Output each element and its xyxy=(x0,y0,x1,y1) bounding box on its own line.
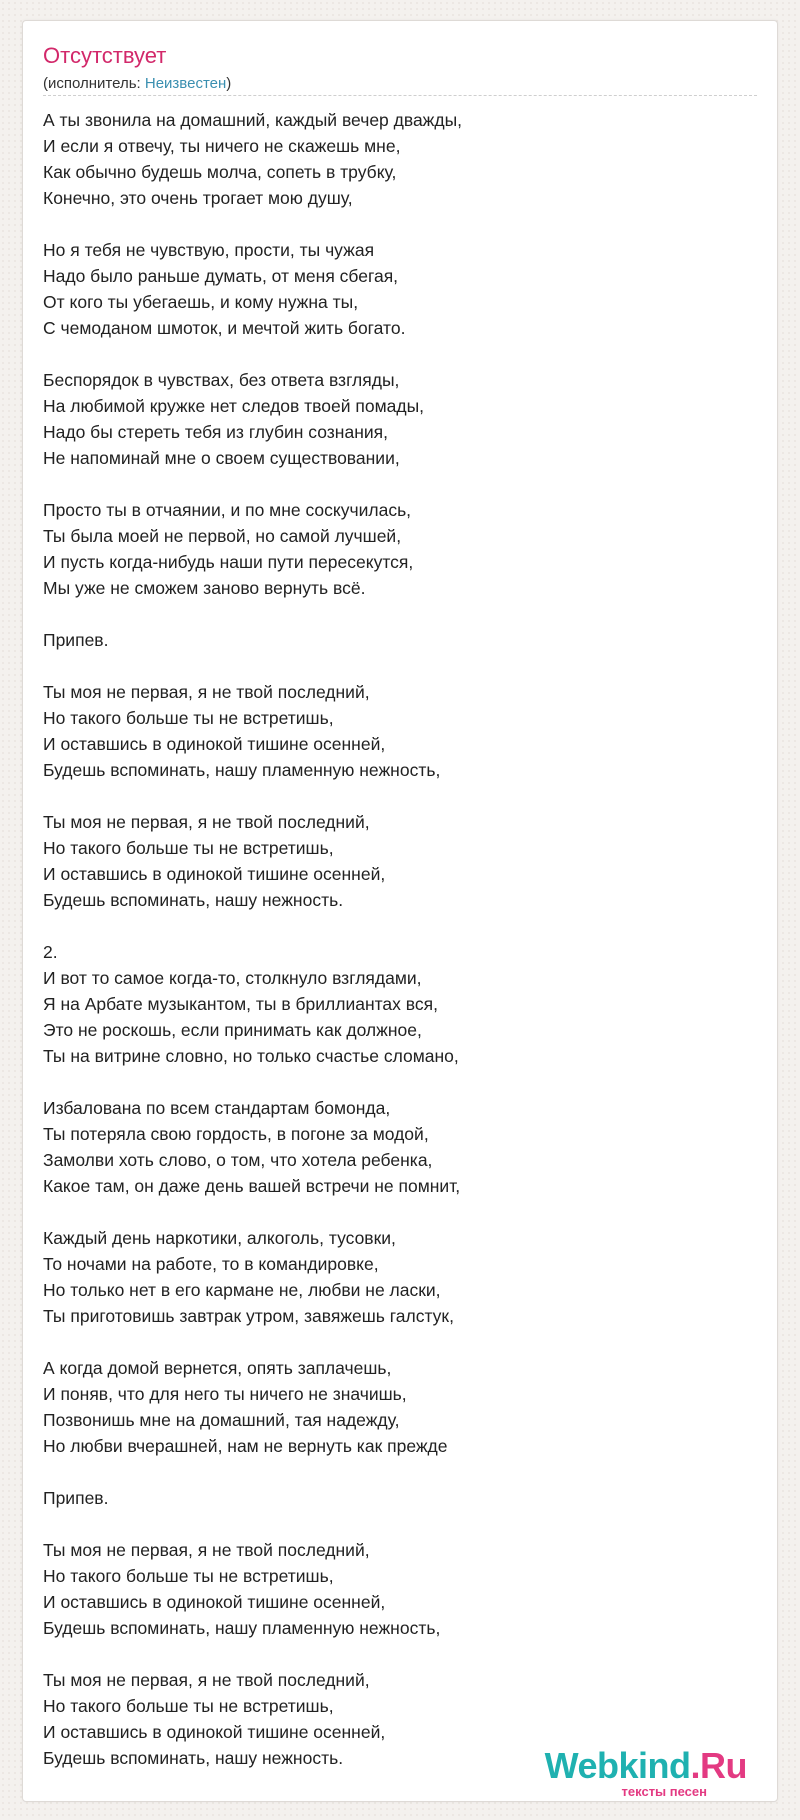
lyric-line: Позвонишь мне на домашний, тая надежду, xyxy=(43,1410,400,1430)
lyric-line: Будешь вспоминать, нашу пламенную нежность, xyxy=(43,760,441,780)
lyric-line: И вот то самое когда-то, столкнуло взглядами, xyxy=(43,968,422,988)
stanza-gap xyxy=(43,653,757,679)
lyric-line: И оставшись в одинокой тишине осенней, xyxy=(43,1592,386,1612)
lyric-line: И оставшись в одинокой тишине осенней, xyxy=(43,1722,386,1742)
lyric-line: Ты была моей не первой, но самой лучшей, xyxy=(43,526,402,546)
lyric-line: Но такого больше ты не встретишь, xyxy=(43,838,334,858)
artist-prefix: (исполнитель: xyxy=(43,75,145,92)
lyric-line: Будешь вспоминать, нашу нежность. xyxy=(43,890,344,910)
lyric-line: Какое там, он даже день вашей встречи не помнит, xyxy=(43,1176,461,1196)
lyric-line: Припев. xyxy=(43,1488,109,1508)
lyric-line: Ты на витрине словно, но только счастье сломано, xyxy=(43,1046,459,1066)
lyric-line: Не напоминай мне о своем существовании, xyxy=(43,448,400,468)
logo-suffix: .Ru xyxy=(690,1745,747,1786)
stanza xyxy=(43,1225,757,1329)
lyric-line: Но такого больше ты не встретишь, xyxy=(43,1696,334,1716)
lyric-line: Я на Арбате музыкантом, ты в бриллиантах вся, xyxy=(43,994,438,1014)
stanza-gap xyxy=(43,341,757,367)
lyric-line: Будешь вспоминать, нашу пламенную нежность, xyxy=(43,1618,441,1638)
lyric-line: И оставшись в одинокой тишине осенней, xyxy=(43,864,386,884)
stanza xyxy=(43,939,757,1069)
stanza-gap xyxy=(43,211,757,237)
lyric-line: Каждый день наркотики, алкоголь, тусовки, xyxy=(43,1228,396,1248)
lyrics-card xyxy=(22,20,778,1802)
lyric-line: Конечно, это очень трогает мою душу, xyxy=(43,188,353,208)
lyric-line: И оставшись в одинокой тишине осенней, xyxy=(43,734,386,754)
stanza-gap xyxy=(43,1199,757,1225)
stanza xyxy=(43,1095,757,1199)
lyric-line: Но я тебя не чувствую, прости, ты чужая xyxy=(43,240,375,260)
logo-main: Webkind xyxy=(544,1745,691,1786)
stanza xyxy=(43,1355,757,1459)
lyric-line: Но только нет в его кармане не, любви не ласки, xyxy=(43,1280,441,1300)
lyric-line: Надо было раньше думать, от меня сбегая, xyxy=(43,266,399,286)
stanza-gap xyxy=(43,471,757,497)
lyric-line: На любимой кружке нет следов твоей помады, xyxy=(43,396,425,416)
stanza xyxy=(43,1537,757,1641)
stanza xyxy=(43,679,757,783)
stanza-gap xyxy=(43,783,757,809)
lyric-line: А когда домой вернется, опять заплачешь, xyxy=(43,1358,392,1378)
lyric-line: Мы уже не сможем заново вернуть всё. xyxy=(43,578,366,598)
stanza-gap xyxy=(43,1511,757,1537)
song-title: Отсутствует xyxy=(43,43,167,68)
stanza-gap xyxy=(43,913,757,939)
lyric-line: Но любви вчерашней, нам не вернуть как прежде xyxy=(43,1436,448,1456)
stanza xyxy=(43,809,757,913)
lyric-line: Это не роскошь, если принимать как должное, xyxy=(43,1020,422,1040)
lyric-line: Ты моя не первая, я не твой последний, xyxy=(43,812,370,832)
lyric-line: Припев. xyxy=(43,630,109,650)
lyric-line: И поняв, что для него ты ничего не значишь, xyxy=(43,1384,407,1404)
artist-line xyxy=(43,75,231,93)
title-separator xyxy=(43,95,757,96)
site-logo[interactable] xyxy=(545,1747,747,1785)
lyric-line: Но такого больше ты не встретишь, xyxy=(43,708,334,728)
stanza-gap xyxy=(43,1641,757,1667)
lyric-line: Просто ты в отчаянии, и по мне соскучилась, xyxy=(43,500,412,520)
lyric-line: Будешь вспоминать, нашу нежность. xyxy=(43,1748,344,1768)
lyric-line: Ты потеряла свою гордость, в погоне за модой, xyxy=(43,1124,429,1144)
logo-tagline: тексты песен xyxy=(621,1784,707,1799)
lyric-line: Ты моя не первая, я не твой последний, xyxy=(43,1540,370,1560)
lyric-line: И если я отвечу, ты ничего не скажешь мне, xyxy=(43,136,401,156)
lyric-line: Беспорядок в чувствах, без ответа взгляды, xyxy=(43,370,400,390)
stanza xyxy=(43,367,757,471)
stanza-gap xyxy=(43,1329,757,1355)
lyric-line: С чемоданом шмоток, и мечтой жить богато. xyxy=(43,318,406,338)
lyric-line: Как обычно будешь молча, сопеть в трубку, xyxy=(43,162,397,182)
lyric-line: И пусть когда-нибудь наши пути пересекутся, xyxy=(43,552,414,572)
stanza xyxy=(43,1485,757,1511)
lyric-line: Замолви хоть слово, о том, что хотела ребенка, xyxy=(43,1150,433,1170)
lyrics-body xyxy=(43,107,757,1771)
stanza xyxy=(43,497,757,601)
lyric-line: 2. xyxy=(43,942,58,962)
stanza xyxy=(43,107,757,211)
lyric-line: Ты моя не первая, я не твой последний, xyxy=(43,682,370,702)
artist-suffix: ) xyxy=(226,75,232,92)
lyric-line: Ты моя не первая, я не твой последний, xyxy=(43,1670,370,1690)
lyric-line: От кого ты убегаешь, и кому нужна ты, xyxy=(43,292,359,312)
stanza-gap xyxy=(43,1459,757,1485)
stanza xyxy=(43,627,757,653)
lyric-line: Надо бы стереть тебя из глубин сознания, xyxy=(43,422,388,442)
lyric-line: Избалована по всем стандартам бомонда, xyxy=(43,1098,391,1118)
artist-link[interactable]: Неизвестен xyxy=(144,75,227,92)
lyric-line: Ты приготовишь завтрак утром, завяжешь галстук, xyxy=(43,1306,454,1326)
stanza-gap xyxy=(43,1069,757,1095)
lyric-line: Но такого больше ты не встретишь, xyxy=(43,1566,334,1586)
lyric-line: А ты звонила на домашний, каждый вечер дважды, xyxy=(43,110,463,130)
stanza xyxy=(43,237,757,341)
lyric-line: То ночами на работе, то в командировке, xyxy=(43,1254,379,1274)
stanza-gap xyxy=(43,601,757,627)
